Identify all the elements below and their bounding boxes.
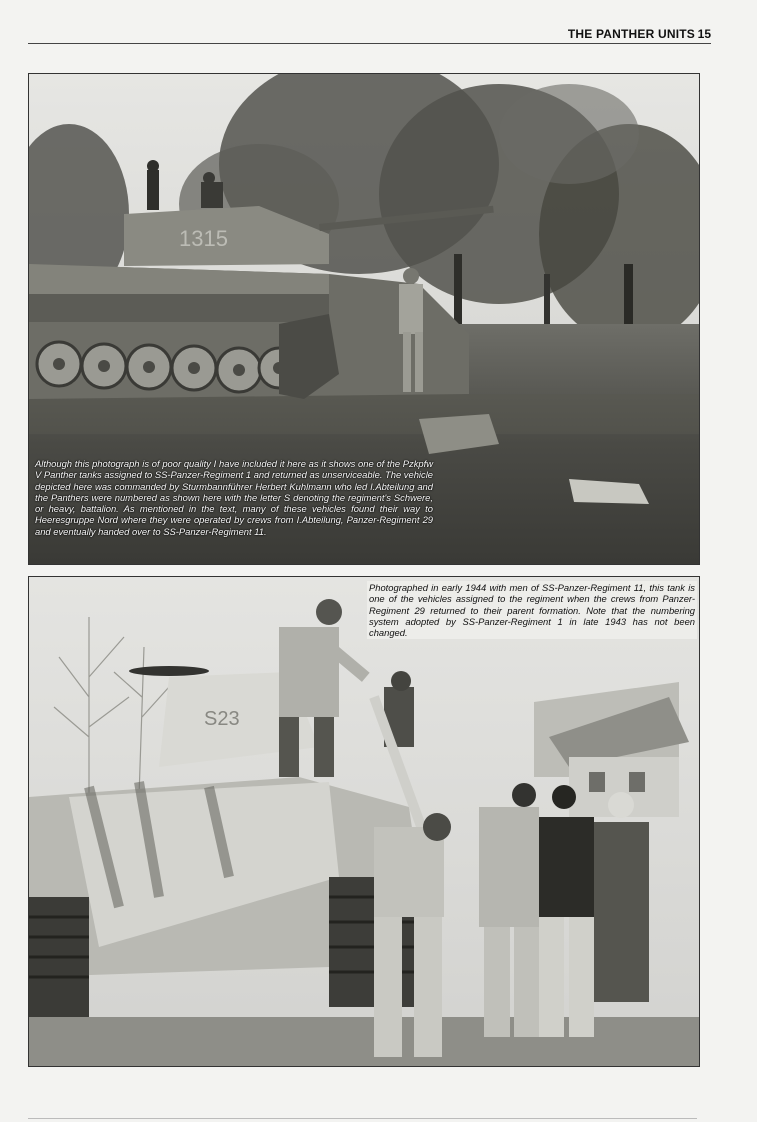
running-title: THE PANTHER UNITS [567, 27, 695, 41]
page-number: 15 [697, 27, 711, 41]
photo-panther-winter-image [29, 577, 699, 1066]
photo-panther-orchard [28, 73, 700, 565]
footer-rule [28, 1118, 697, 1119]
turret-number-1315: 1315 [179, 226, 228, 251]
caption-bottom: Photographed in early 1944 with men of SS-Panzer-Regiment 11, this tank is one of the vehicles assigned to the regiment when the crews from Panzer-Regiment 29 returned to their parent formation. Note that the numbering system adopted by SS-Panzer-Regiment 1 in late 1943 has not been changed. [369, 582, 695, 639]
turret-number-s23: S23 [204, 708, 240, 730]
photo-panther-winter [28, 576, 700, 1067]
header-rule [28, 43, 711, 44]
page-header [0, 25, 757, 43]
caption-top: Although this photograph is of poor quality I have included it here as it shows one of the Pzkpfw V Panther tanks assigned to SS-Panzer-Regiment 1 and returned as unserviceable. The vehicle depicted here was commanded by Sturmbannführer Herbert Kuhlmann who led I.Abteilung and the Panthers were numbered as shown here with the letter S denoting the regiment's Schwere, or heavy, battalion. As mentioned in the text, many of these vehicles found their way to Heeresgruppe Nord where they were operated by crews from I.Abteilung, Panzer-Regiment 29 and eventually handed over to SS-Panzer-Regiment 11. [35, 458, 433, 537]
